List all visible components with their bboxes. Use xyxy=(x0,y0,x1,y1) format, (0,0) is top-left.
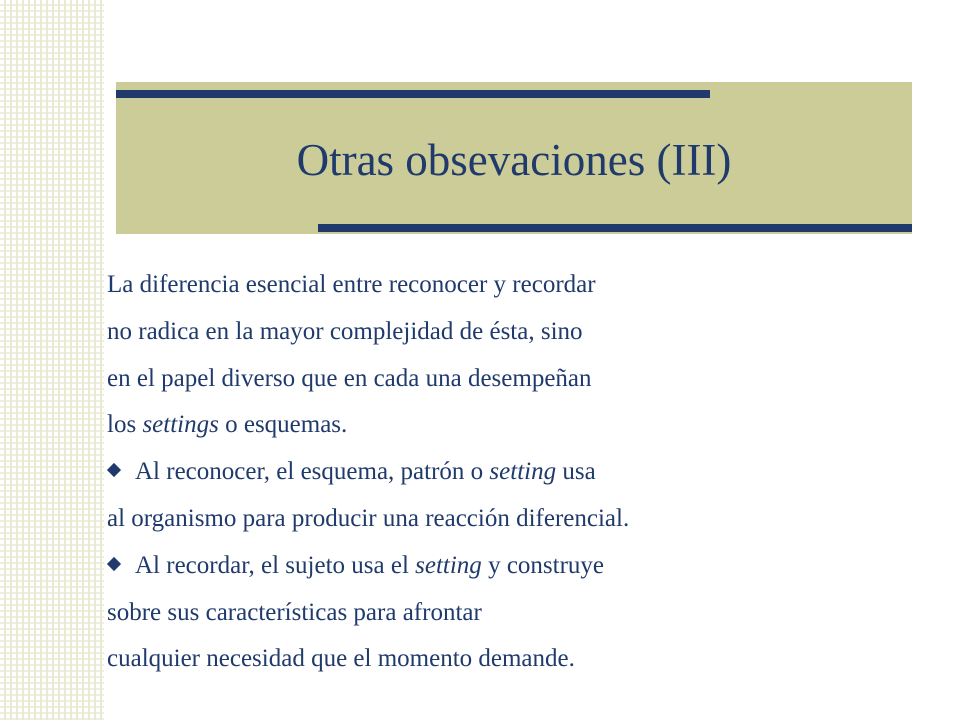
body-line: no radica en la mayor complejidad de ésta, sino xyxy=(107,317,583,345)
diamond-bullet-icon xyxy=(107,463,121,477)
slide-title: Otras obsevaciones (III) xyxy=(296,135,732,185)
italic-term: setting xyxy=(415,551,482,579)
body-line: cualquier necesidad que el momento demande. xyxy=(107,645,575,673)
italic-term: setting xyxy=(489,458,557,486)
slide-body xyxy=(107,262,927,683)
body-line: los settings o esquemas. xyxy=(107,411,348,439)
title-bar-top xyxy=(116,90,710,98)
italic-term: settings xyxy=(142,411,219,439)
bullet-item: Al reconocer, el esquema, patrón o setting usa xyxy=(107,449,927,496)
left-stripe-decoration xyxy=(0,0,104,720)
body-line: La diferencia esencial entre reconocer y recordar xyxy=(107,271,596,298)
diamond-bullet-icon xyxy=(107,557,121,571)
body-line: en el papel diverso que en cada una desempeñan xyxy=(107,364,592,392)
title-bar-bottom xyxy=(318,224,912,232)
bullet-item: Al recordar, el sujeto usa el setting y construye xyxy=(107,543,927,590)
body-line: al organismo para producir una reacción diferencial. xyxy=(107,504,630,532)
body-line: sobre sus características para afrontar xyxy=(107,598,482,626)
